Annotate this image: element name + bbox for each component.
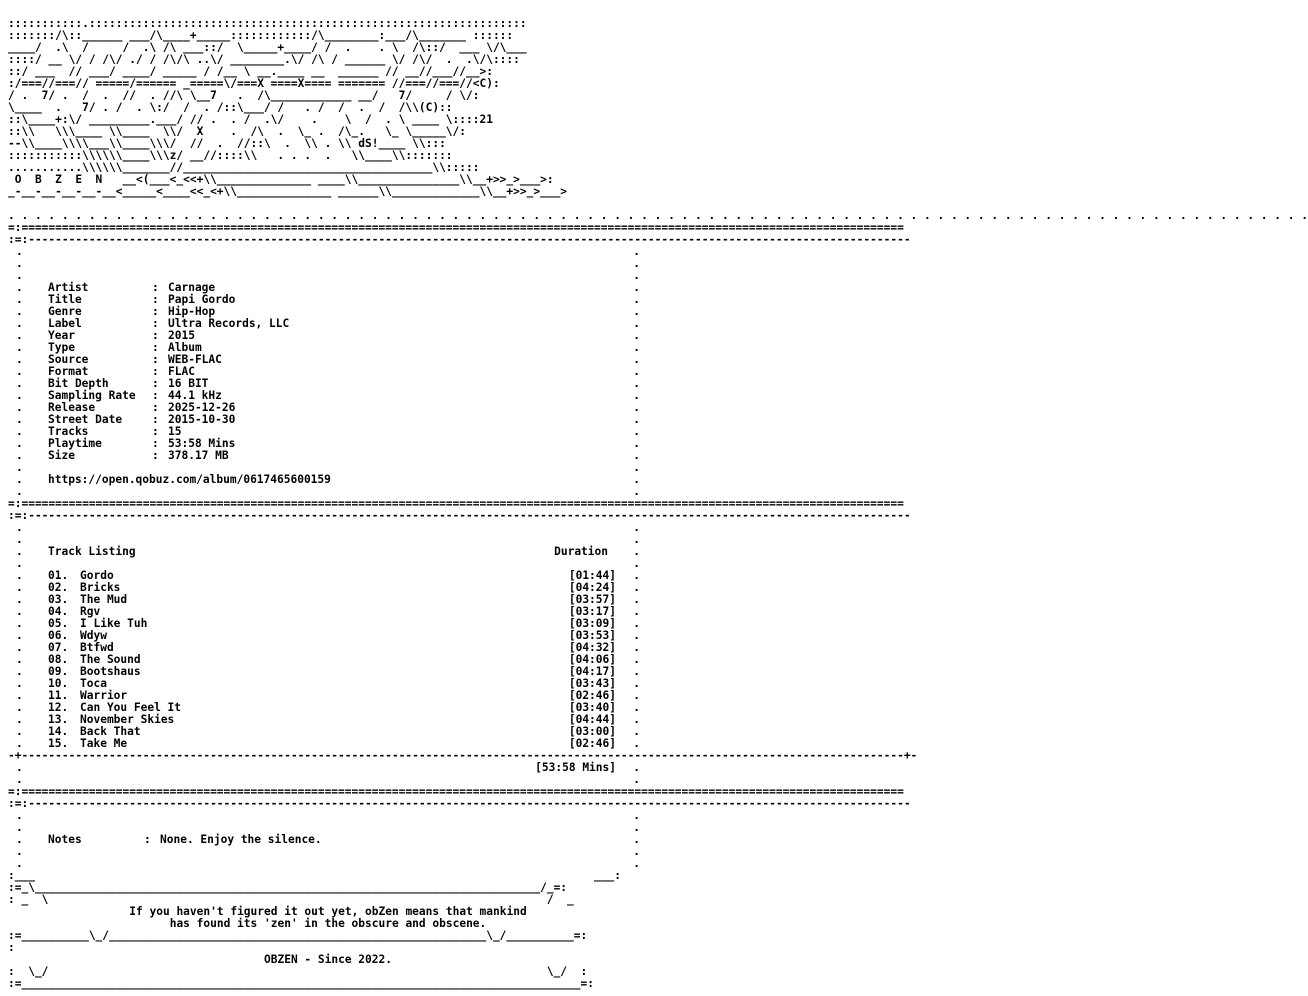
divider: =:===================================================================================================================================: [8, 221, 904, 234]
track-title: Bootshaus: [80, 665, 141, 678]
info-row: . Artist : Carnage .: [16, 281, 640, 294]
info-label: Type: [48, 341, 75, 354]
divider: =:===================================================================================================================================: [8, 497, 904, 510]
track-duration: [03:57]: [568, 593, 616, 606]
track-row: . 10. Toca [03:43] .: [16, 677, 640, 690]
track-number: 05.: [48, 617, 69, 630]
track-title: Rgv: [80, 605, 101, 618]
info-label: Playtime: [48, 437, 102, 450]
info-label: Source: [48, 353, 89, 366]
track-number: 11.: [48, 689, 69, 702]
track-title: Toca: [80, 677, 107, 690]
track-list: [8, 570, 648, 750]
track-row: . 02. Bricks [04:24] .: [16, 581, 640, 594]
track-duration: [04:24]: [568, 581, 616, 594]
track-row: . 12. Can You Feel It [03:40] .: [16, 701, 640, 714]
info-row: . Tracks : 15 .: [16, 425, 640, 438]
info-row: . Title : Papi Gordo .: [16, 293, 640, 306]
track-number: 07.: [48, 641, 69, 654]
track-duration: [03:53]: [568, 629, 616, 642]
track-title: Wdyw: [80, 629, 107, 642]
track-row: . 01. Gordo [01:44] .: [16, 569, 640, 582]
track-title: The Mud: [80, 593, 128, 606]
notes-label: Notes: [48, 833, 82, 846]
info-value: Papi Gordo: [168, 293, 236, 306]
info-value: Hip-Hop: [168, 305, 216, 318]
info-row: . Label : Ultra Records, LLC .: [16, 317, 640, 330]
track-number: 02.: [48, 581, 69, 594]
info-value: Album: [168, 341, 202, 354]
track-number: 09.: [48, 665, 69, 678]
track-number: 04.: [48, 605, 69, 618]
track-title: Back That: [80, 725, 141, 738]
divider: -+-----------------------------------------------------------------------------------------------------------------------------------+-: [8, 749, 918, 762]
info-value: WEB-FLAC: [168, 353, 222, 366]
footer-signature: OBZEN - Since 2022.: [264, 953, 392, 966]
footer-frame-end: : \_/ \_/ : :=___________________________________________________________________________________=:: [8, 965, 594, 990]
info-value: 2015-10-30: [168, 413, 236, 426]
track-title: The Sound: [80, 653, 141, 666]
track-duration: [04:32]: [568, 641, 616, 654]
divider: :=:-----------------------------------------------------------------------------------------------------------------------------------: [8, 509, 911, 522]
track-number: 08.: [48, 653, 69, 666]
info-label: Format: [48, 365, 89, 378]
track-number: 12.: [48, 701, 69, 714]
info-value: FLAC: [168, 365, 195, 378]
info-label: Artist: [48, 281, 89, 294]
track-number: 03.: [48, 593, 69, 606]
info-value: 2015: [168, 329, 195, 342]
track-number: 15.: [48, 737, 69, 750]
track-duration: [03:17]: [568, 605, 616, 618]
album-url-row: . https://open.qobuz.com/album/0617465600159 .: [16, 473, 640, 486]
track-row: . 07. Btfwd [04:32] .: [16, 641, 640, 654]
track-row: . 03. The Mud [03:57] .: [16, 593, 640, 606]
info-row: . Format : FLAC .: [16, 365, 640, 378]
info-label: Size: [48, 449, 75, 462]
divider: . . . . . . . . . . . . . . . . . . . . . . . . . . . . . . . . . . . . . . . . . . . . . . . . . . . . . . . . . . . . . . . . . . . . . . . . . . . . . . . . . . . . . . . . . . . . . . . . .: [8, 209, 1308, 222]
duration-header: Duration: [554, 545, 608, 558]
track-number: 13.: [48, 713, 69, 726]
album-url[interactable]: https://open.qobuz.com/album/0617465600159: [48, 473, 331, 486]
track-number: 14.: [48, 725, 69, 738]
footer-line-1: If you haven't figured it out yet, obZen means that mankind: [129, 905, 527, 918]
divider: :=:-----------------------------------------------------------------------------------------------------------------------------------: [8, 233, 911, 246]
track-duration: [02:46]: [568, 737, 616, 750]
info-row: . Genre : Hip-Hop .: [16, 305, 640, 318]
info-label: Title: [48, 293, 82, 306]
track-title: Btfwd: [80, 641, 114, 654]
track-title: November Skies: [80, 713, 175, 726]
info-value: 53:58 Mins: [168, 437, 236, 450]
tracklist-header: Track Listing: [48, 545, 136, 558]
info-value: 15: [168, 425, 182, 438]
track-duration: [04:17]: [568, 665, 616, 678]
obzen-ascii-logo: :::::::::::.::::::::::::::::::::::::::::::::::::::::::::::::::::::::::::::::: :::::::/\::______ ___/\____+_____::::::::::::/\________:___/\_______ :::::: ____/ .\ / / .\ /\ ___::/ \_____+____/ / . . \ /\::/ ___ \/\___ ::::/ __ \/ / /\/ ./ / /\/\ ..\/ ________.\/ /\ / ______ \/ /\/ . .\/\:::: ::/ ___ // ___/ ____/ _____ / /__ \ __.____ __ ______ // __//___//__>: :/===//===// =====/====== _=====\/===X ====X==== ======= //===//===//<C): / . 7/ . / . // . //\ \__7 . /\____________ __/ 7/ / \/: \____ . 7/ . / . \:/ / . /::\___/ / . / / . / /\\(C):: ::\____+:\/ _________.___/ // . . / .\/ . \ / . \ ____ \::::21 ::\\ \\\____ \\____ \\/ X . /\ . \_ . /\_. \_ \_____\/: --\\____\\\\___\\____\\\/ // . //::\ . \\ . \\ dS!____ \\::: :::::::::::\\\\\\____\\\z/ __//::::\\ . . . . \\____\\::::::: ...........\\\\\\_______//_____________________________________\\::::: O B Z E N __<(___<_<<+\\______________ ____\\_______________\\__+>>_>___>: _-__-__-__-__-__<_____<____<<_<+\\______________ ______\\_____________\\__+>>_>___>: [8, 17, 568, 198]
info-label: Label: [48, 317, 82, 330]
info-row: . Year : 2015 .: [16, 329, 640, 342]
info-value: 16 BIT: [168, 377, 209, 390]
track-title: Warrior: [80, 689, 128, 702]
track-title: Can You Feel It: [80, 701, 182, 714]
track-row: . 08. The Sound [04:06] .: [16, 653, 640, 666]
track-duration: [01:44]: [568, 569, 616, 582]
track-row: . 15. Take Me [02:46] .: [16, 737, 640, 750]
info-row: . Bit Depth : 16 BIT .: [16, 377, 640, 390]
footer-frame-bottom: :=__________\_/________________________________________________________\_/__________=: :: [8, 929, 588, 954]
track-row: . 06. Wdyw [03:53] .: [16, 629, 640, 642]
nfo-document: [8, 17, 1308, 990]
footer-line-2: has found its 'zen' in the obscure and obscene.: [169, 917, 487, 930]
info-value: Ultra Records, LLC: [168, 317, 290, 330]
track-duration: [03:00]: [568, 725, 616, 738]
track-number: 01.: [48, 569, 69, 582]
track-duration: [03:09]: [568, 617, 616, 630]
info-value: Carnage: [168, 281, 216, 294]
info-value: 2025-12-26: [168, 401, 236, 414]
footer-frame-top: :___ ___: :=_\___________________________________________________________________________/_=: : _ \ / _: [8, 869, 621, 906]
info-row: . Release : 2025-12-26 .: [16, 401, 640, 414]
info-value: 44.1 kHz: [168, 389, 222, 402]
track-number: 10.: [48, 677, 69, 690]
track-title: I Like Tuh: [80, 617, 148, 630]
info-row: . Size : 378.17 MB .: [16, 449, 640, 462]
track-duration: [02:46]: [568, 689, 616, 702]
track-row: . 13. November Skies [04:44] .: [16, 713, 640, 726]
track-title: Take Me: [80, 737, 128, 750]
info-label: Street Date: [48, 413, 123, 426]
info-label: Release: [48, 401, 96, 414]
track-title: Bricks: [80, 581, 121, 594]
info-row: . Type : Album .: [16, 341, 640, 354]
info-label: Tracks: [48, 425, 89, 438]
track-title: Gordo: [80, 569, 114, 582]
info-row: . Source : WEB-FLAC .: [16, 353, 640, 366]
info-label: Genre: [48, 305, 82, 318]
info-row: . Street Date : 2015-10-30 .: [16, 413, 640, 426]
total-row: . [53:58 Mins] .: [16, 761, 640, 774]
track-row: . 09. Bootshaus [04:17] .: [16, 665, 640, 678]
track-number: 06.: [48, 629, 69, 642]
info-label: Bit Depth: [48, 377, 109, 390]
release-info: [8, 282, 648, 462]
track-duration: [03:40]: [568, 701, 616, 714]
notes-row: . Notes : None. Enjoy the silence. .: [16, 833, 640, 846]
info-label: Sampling Rate: [48, 389, 136, 402]
track-duration: [03:43]: [568, 677, 616, 690]
info-value: 378.17 MB: [168, 449, 229, 462]
info-label: Year: [48, 329, 75, 342]
info-row: . Sampling Rate : 44.1 kHz .: [16, 389, 640, 402]
notes-value: None. Enjoy the silence.: [160, 833, 322, 846]
divider: =:===================================================================================================================================: [8, 785, 904, 798]
tracklist-header-row: . Track Listing Duration .: [16, 545, 640, 558]
track-row: . 04. Rgv [03:17] .: [16, 605, 640, 618]
total-playtime: [53:58 Mins]: [535, 761, 616, 774]
track-row: . 05. I Like Tuh [03:09] .: [16, 617, 640, 630]
info-row: . Playtime : 53:58 Mins .: [16, 437, 640, 450]
track-duration: [04:06]: [568, 653, 616, 666]
track-duration: [04:44]: [568, 713, 616, 726]
track-row: . 14. Back That [03:00] .: [16, 725, 640, 738]
divider: :=:-----------------------------------------------------------------------------------------------------------------------------------: [8, 797, 911, 810]
track-row: . 11. Warrior [02:46] .: [16, 689, 640, 702]
